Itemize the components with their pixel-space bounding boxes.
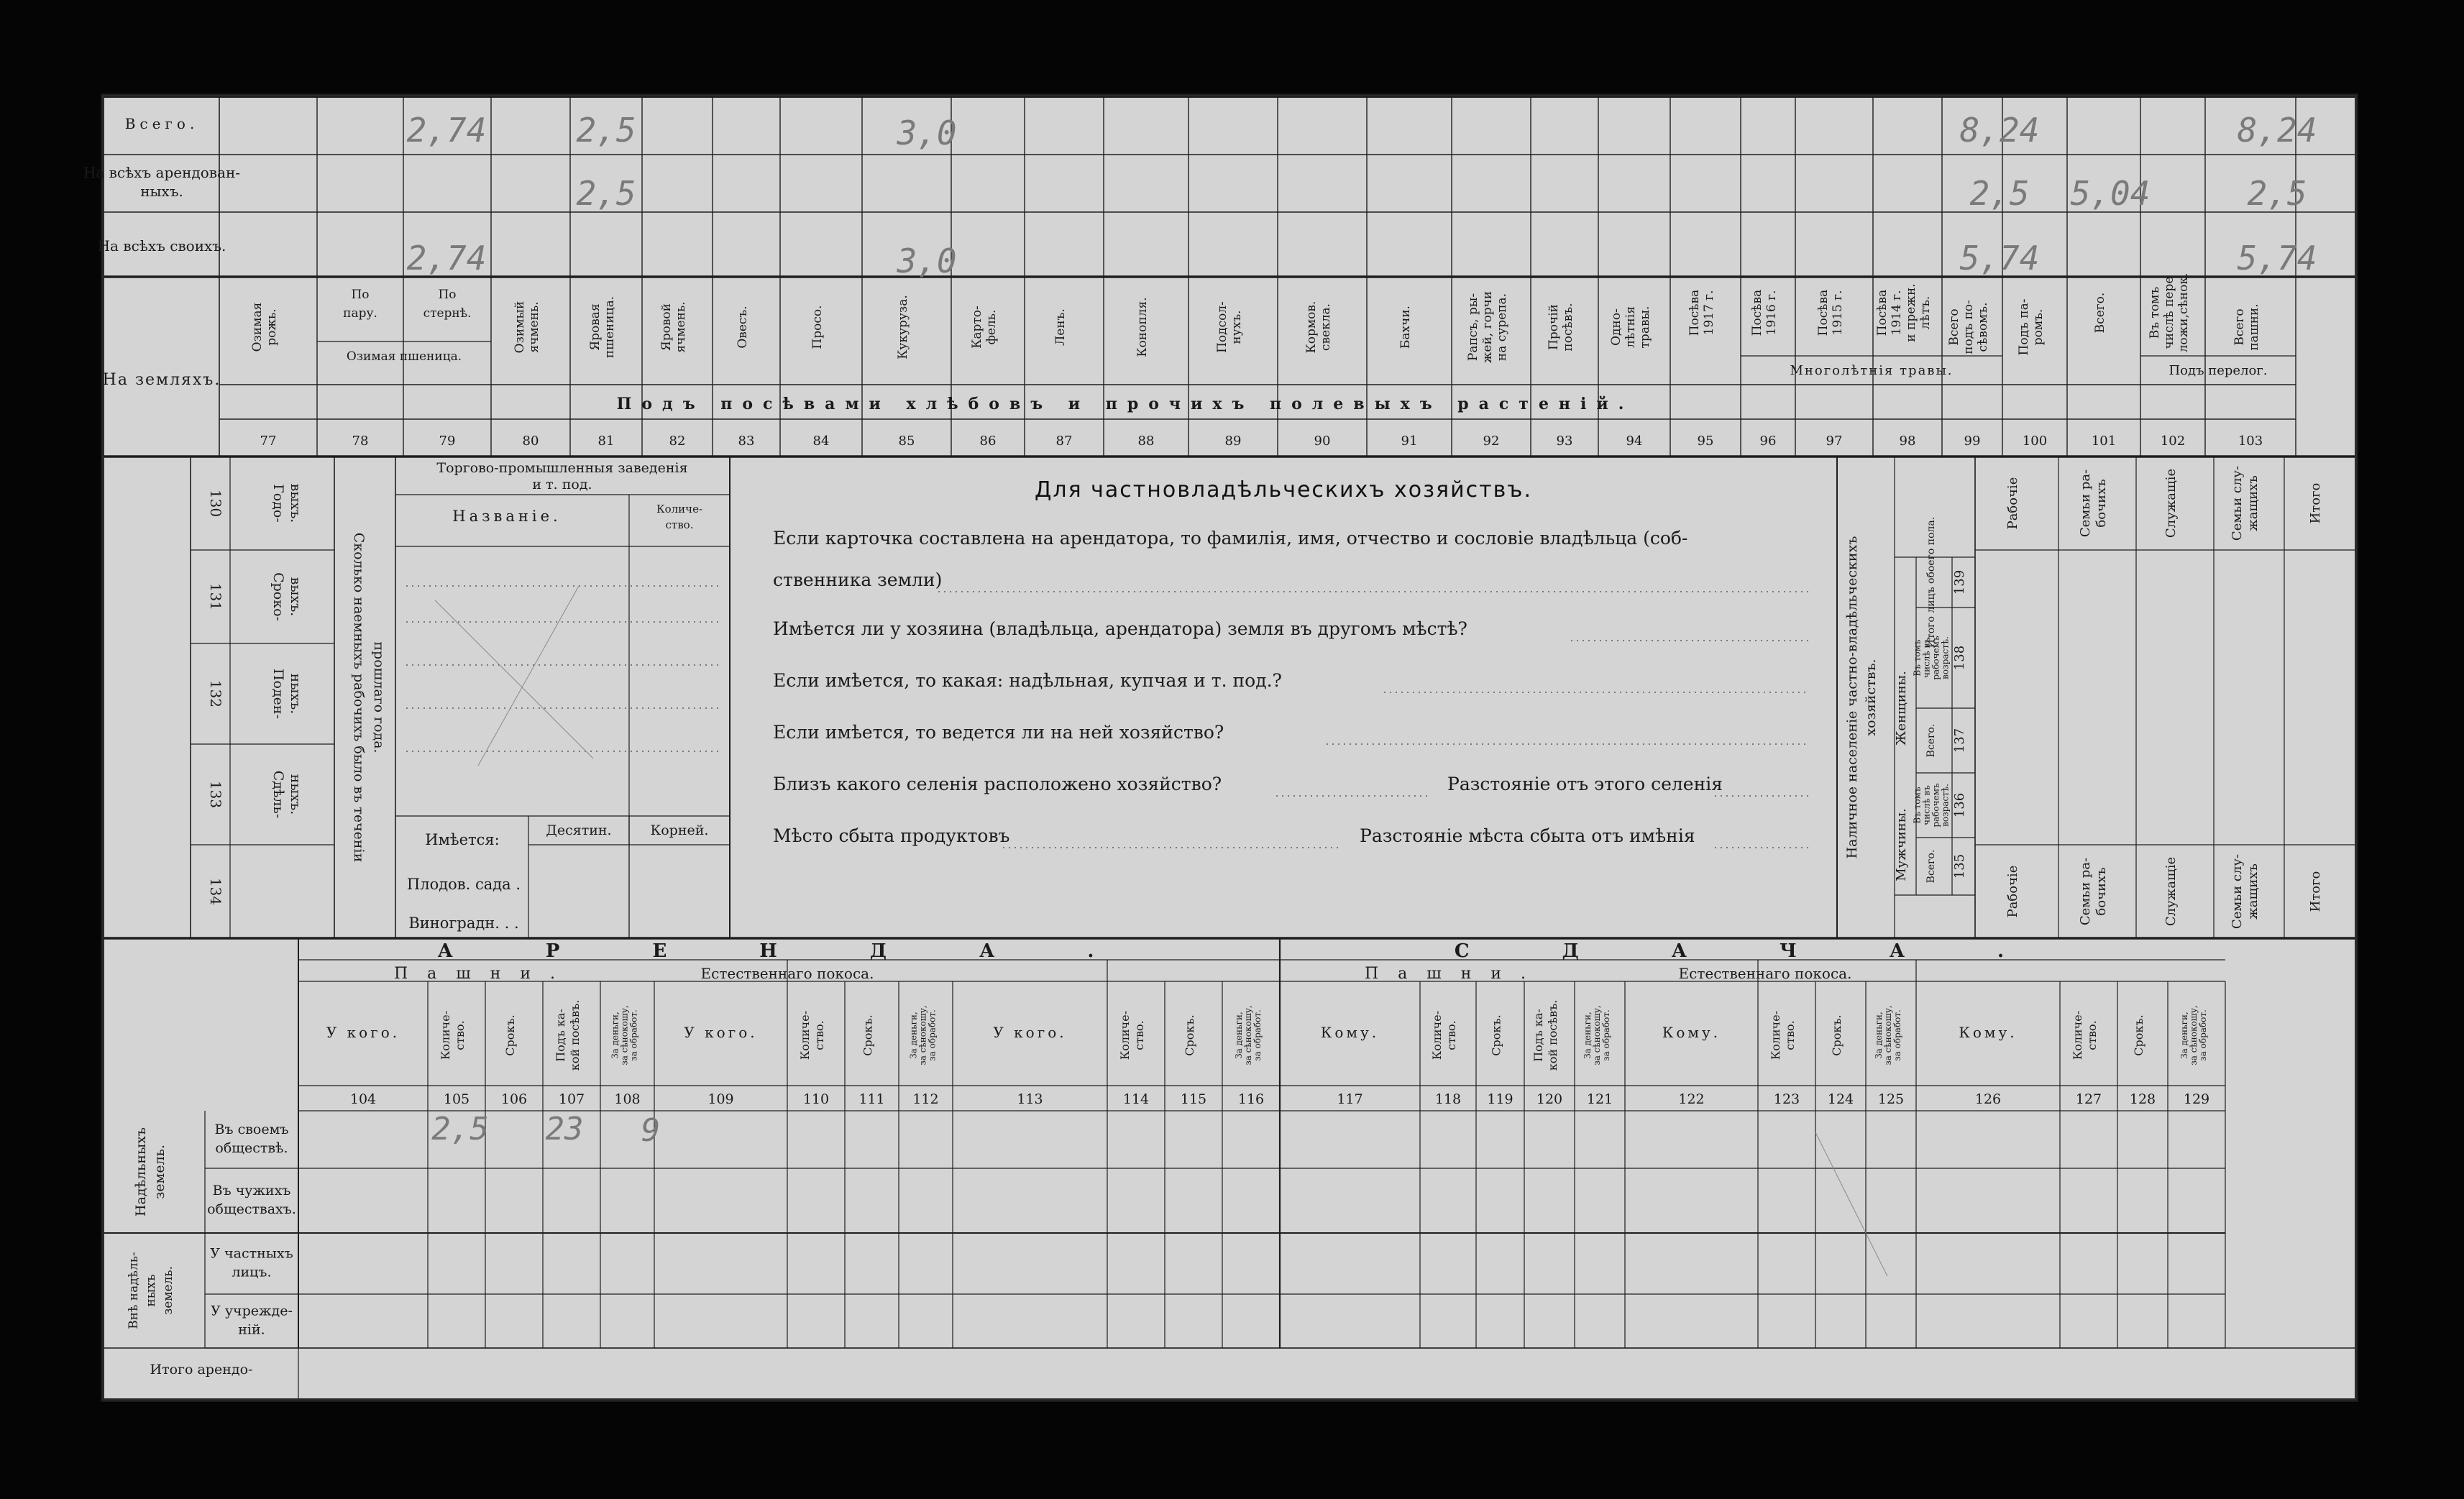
population-category-bottom: Рабочіе: [2005, 865, 2020, 918]
bottom-col-number-107: 107: [558, 1091, 585, 1107]
workers-col-label: Поден-: [270, 668, 286, 720]
column-header-5: пшеница.: [603, 295, 617, 359]
column-header-21: 1915 г.: [1831, 290, 1845, 336]
column-header-12: Конопля.: [1135, 297, 1150, 357]
column-header-19: Посѣва: [1687, 289, 1702, 336]
column-header-1: рожь.: [265, 308, 279, 346]
bottom-row-label: Въ своемъ: [214, 1122, 289, 1137]
bottom-col-label-123: Количе-: [1769, 1010, 1782, 1060]
row-label-na-zemlyah: На земляхъ.: [102, 371, 221, 389]
bottom-col-label-124: Срокъ.: [1830, 1014, 1844, 1056]
column-header-23: Всего: [1947, 308, 1961, 346]
workers-col-label: выхъ.: [288, 577, 303, 617]
column-number-77: 77: [260, 434, 277, 449]
column-header-15: Бахчи.: [1398, 305, 1413, 349]
column-number-89: 89: [1224, 434, 1242, 449]
population-title: хозяйствъ.: [1863, 659, 1879, 736]
column-number-81: 81: [597, 434, 615, 449]
bottom-col-number-116: 116: [1237, 1091, 1265, 1107]
workers-col-number-131: 131: [207, 582, 224, 611]
census-form-sheet: [83, 95, 2357, 1401]
column-header-14: свекла.: [1319, 303, 1333, 352]
row-label-svoih: На всѣхъ своихъ.: [97, 237, 226, 255]
handwritten-svoih: 5,74: [1959, 239, 2040, 278]
population-rab: числѣ въ: [1921, 638, 1932, 678]
bottom-col-number-127: 127: [2075, 1091, 2102, 1107]
column-header-27: пашни.: [2247, 303, 2261, 351]
bottom-col-label-119: Срокъ.: [1489, 1014, 1503, 1056]
column-number-94: 94: [1626, 434, 1643, 449]
population-category-top: Семьи слу-: [2230, 465, 2245, 541]
bottom-col-label-112: за сѣнокошу,: [917, 1005, 928, 1065]
bottom-col-label-116: За деньги,: [1234, 1012, 1244, 1059]
bottom-col-number-121: 121: [1586, 1091, 1613, 1107]
workers-col-label: Сдѣль-: [270, 770, 286, 819]
population-category-top: Итого: [2308, 482, 2323, 524]
pencil-mark: [478, 586, 579, 766]
handwritten-arenda: 23: [545, 1111, 584, 1147]
vne-label: ныхъ: [144, 1274, 158, 1307]
pencil-mark: [1815, 1132, 1887, 1276]
bottom-col-number-118: 118: [1434, 1091, 1462, 1107]
bottom-col-number-113: 113: [1017, 1091, 1043, 1107]
population-rab: Въ томъ: [1912, 787, 1923, 824]
column-header-27: Всего: [2232, 308, 2247, 346]
bottom-col-label-107: Подъ ка-: [554, 1009, 567, 1062]
row-label-vsego: Всего.: [124, 115, 199, 132]
population-number-136: 136: [1952, 792, 1967, 818]
bottom-col-label-116: за сѣнокошу,: [1243, 1005, 1253, 1065]
bottom-col-number-124: 124: [1827, 1091, 1854, 1107]
column-header-3: стернѣ.: [423, 306, 472, 321]
column-number-82: 82: [669, 434, 686, 449]
population-category-bottom: Семьи слу-: [2230, 853, 2245, 930]
bottom-col-label-125: За деньги,: [1874, 1012, 1884, 1059]
bottom-col-label-109: У кого.: [684, 1024, 758, 1041]
vne-label: земель.: [161, 1265, 175, 1316]
handwritten-arend: 2,5: [2247, 174, 2307, 213]
column-header-20: 1916 г.: [1764, 290, 1779, 336]
column-header-4: ячмень.: [527, 301, 541, 353]
bottom-col-label-112: за обработ.: [927, 1009, 938, 1061]
bottom-row-label: обществѣ.: [215, 1140, 288, 1156]
population-vsego: Всего.: [1925, 849, 1937, 884]
column-header-18: Одно-: [1609, 308, 1623, 346]
column-header-17: Прочій: [1547, 304, 1561, 350]
population-zhen: Женщины.: [1894, 671, 1909, 746]
bottom-row-label: обществахъ.: [207, 1201, 296, 1217]
handwritten-vsego: 8,24: [1959, 111, 2040, 150]
column-number-101: 101: [2091, 434, 2117, 449]
bottom-col-number-119: 119: [1487, 1091, 1513, 1107]
population-vsego: Всего.: [1925, 723, 1937, 758]
bottom-col-number-126: 126: [1974, 1091, 2002, 1107]
column-header-18: лѣтнія: [1623, 306, 1638, 348]
column-header-9: Кукуруза.: [896, 295, 910, 359]
column-header-24: Подъ па-: [2017, 298, 2031, 356]
trade-desyatin: Десятин.: [546, 822, 612, 838]
workers-col-label: Годо-: [270, 484, 286, 523]
bottom-col-number-105: 105: [443, 1091, 470, 1107]
population-number-138: 138: [1952, 645, 1967, 671]
bottom-col-label-121: за сѣнокошу,: [1592, 1005, 1602, 1065]
column-number-83: 83: [738, 434, 755, 449]
question-6: Мѣсто сбыта продуктовъ: [773, 825, 1010, 846]
bottom-col-label-128: Срокъ.: [2132, 1014, 2145, 1056]
column-header-22: лѣтъ.: [1918, 295, 1933, 330]
sdacha-pokos: Естественнаго покоса.: [1678, 965, 1852, 982]
bottom-col-number-115: 115: [1180, 1091, 1207, 1107]
question-3: Если имѣется, то какая: надѣльная, купчая и т. под.?: [773, 670, 1282, 691]
bottom-col-label-107: кой посѣвъ.: [568, 999, 582, 1071]
workers-col-number-133: 133: [207, 780, 224, 809]
bottom-col-label-114: ство.: [1132, 1020, 1146, 1050]
population-category-top: жащихъ: [2245, 475, 2261, 531]
population-category-top: бочихъ: [2094, 479, 2109, 528]
bottom-col-label-126: Кому.: [1959, 1024, 2018, 1041]
band-title: Подъ посѣвами хлѣбовъ и прочихъ полевыхъ растеній.: [616, 395, 1634, 413]
question-2: Имѣется ли у хозяина (владѣльца, арендатора) земля въ другомъ мѣстѣ?: [773, 618, 1467, 639]
bottom-col-label-129: за обработ.: [2198, 1009, 2208, 1061]
column-header-2: пару.: [343, 306, 377, 321]
bottom-col-number-117: 117: [1337, 1091, 1363, 1107]
population-category-bottom: Итого: [2308, 871, 2323, 912]
question-6-distance: Разстояніе мѣста сбыта отъ имѣнія: [1360, 825, 1695, 846]
population-itogo: Итого лицъ обоего пола.: [1925, 516, 1937, 648]
handwritten-arend: 2,5: [576, 174, 636, 213]
handwritten-svoih: 5,74: [2237, 239, 2317, 278]
bottom-col-number-125: 125: [1877, 1091, 1905, 1107]
bottom-col-label-129: за сѣнокошу,: [2189, 1005, 2199, 1065]
trade-title: и т. под.: [532, 477, 592, 492]
column-header-18: травы.: [1638, 306, 1652, 349]
bottom-col-label-105: Количе-: [439, 1010, 452, 1060]
sdacha-pashni: П а ш н и .: [1364, 965, 1534, 983]
column-header-26: Въ томъ: [2148, 286, 2162, 339]
column-number-87: 87: [1055, 434, 1073, 449]
bottom-col-number-106: 106: [500, 1091, 528, 1107]
handwritten-vsego: 8,24: [2237, 111, 2317, 150]
bottom-row-label: У учрежде-: [211, 1303, 293, 1319]
population-muzh: Мужчины.: [1894, 808, 1909, 881]
population-category-bottom: жащихъ: [2245, 863, 2261, 920]
column-header-22: и прежн.: [1904, 283, 1918, 342]
column-number-85: 85: [898, 434, 915, 449]
bottom-col-number-114: 114: [1122, 1091, 1150, 1107]
population-rab: Въ томъ: [1912, 639, 1923, 677]
population-number-137: 137: [1952, 728, 1967, 753]
column-number-95: 95: [1697, 434, 1714, 449]
column-header-8: Просо.: [810, 305, 825, 349]
bottom-col-number-104: 104: [349, 1091, 377, 1107]
column-number-78: 78: [352, 434, 369, 449]
column-number-100: 100: [2022, 434, 2048, 449]
workers-col-label: выхъ.: [288, 483, 303, 523]
column-header-26: числѣ пере: [2162, 276, 2176, 349]
column-header-5: Яровая: [588, 303, 603, 351]
vne-label: Внѣ надѣль-: [127, 1252, 141, 1329]
workers-col-label: Сроко-: [270, 572, 286, 621]
bottom-col-number-123: 123: [1773, 1091, 1800, 1107]
column-header-16: Рапсъ, ры-: [1466, 293, 1480, 362]
column-header-13: Подсол-: [1215, 301, 1229, 353]
bottom-col-number-112: 112: [912, 1091, 939, 1107]
bottom-row-label: Въ чужихъ: [212, 1183, 291, 1198]
column-header-22: Посѣва: [1875, 289, 1890, 336]
column-header-10: фель.: [984, 309, 999, 345]
column-number-98: 98: [1899, 434, 1916, 449]
trade-vinograd: Виноградн. . .: [408, 914, 519, 932]
bottom-col-label-116: за обработ.: [1252, 1009, 1263, 1061]
bottom-col-label-125: за обработ.: [1892, 1009, 1902, 1061]
pencil-mark: [435, 600, 593, 758]
group-perelog-label: Подъ перелог.: [2168, 363, 2268, 378]
column-header-25: Всего.: [2093, 292, 2107, 334]
column-header-14: Кормов.: [1304, 301, 1319, 354]
bottom-col-label-120: кой посѣвъ.: [1546, 999, 1560, 1071]
column-number-79: 79: [439, 434, 456, 449]
column-number-102: 102: [2160, 434, 2186, 449]
population-category-bottom: Семьи ра-: [2078, 857, 2093, 926]
column-number-86: 86: [979, 434, 997, 449]
bottom-col-number-108: 108: [614, 1091, 641, 1107]
bottom-col-label-110: Количе-: [798, 1010, 812, 1060]
column-header-3: По: [438, 288, 457, 302]
bottom-col-number-128: 128: [2129, 1091, 2156, 1107]
bottom-col-label-112: За деньги,: [908, 1012, 919, 1059]
column-number-97: 97: [1826, 434, 1843, 449]
arenda-title: А Р Е Н Д А .: [437, 940, 1137, 962]
question-1: Если карточка составлена на арендатора, то фамилія, имя, отчество и сословіе владѣльца (соб-: [773, 528, 1688, 549]
question-5: Близъ какого селенія расположено хозяйство?: [773, 774, 1222, 794]
handwritten-arend: 5,04: [2070, 174, 2151, 213]
workers-title: Сколько наемныхъ рабочихъ было въ теченіи: [351, 532, 367, 863]
bottom-col-label-108: За деньги,: [610, 1012, 620, 1059]
column-number-93: 93: [1556, 434, 1573, 449]
question-4: Если имѣется, то ведется ли на ней хозяйство?: [773, 722, 1224, 743]
column-header-13: нухъ.: [1229, 310, 1244, 344]
handwritten-arend: 2,5: [1969, 174, 2030, 213]
bottom-col-number-111: 111: [858, 1091, 885, 1107]
population-category-top: Рабочіе: [2005, 477, 2020, 530]
column-number-88: 88: [1137, 434, 1155, 449]
population-rab: возрастѣ.: [1940, 784, 1951, 827]
bottom-col-label-105: ство.: [453, 1020, 467, 1050]
sdacha-title: С Д А Ч А .: [1454, 940, 2048, 962]
group-mnogoletnie-label: Многолѣтнія травы.: [1790, 363, 1954, 378]
bottom-col-label-117: Кому.: [1320, 1024, 1380, 1041]
handwritten-svoih: 3,0: [897, 242, 957, 280]
column-header-16: жей, горчи: [1480, 290, 1495, 364]
column-header-23: сѣвомъ.: [1976, 302, 1990, 352]
population-rab: возрастѣ.: [1940, 636, 1951, 679]
workers-col-number-134: 134: [207, 877, 224, 906]
bottom-row-label: лицъ.: [232, 1264, 272, 1280]
column-number-96: 96: [1759, 434, 1777, 449]
column-header-6: ячмень.: [674, 301, 688, 353]
bottom-col-label-121: За деньги,: [1583, 1012, 1593, 1059]
question-1: ственника земли): [773, 569, 943, 590]
bottom-col-label-123: ство.: [1783, 1020, 1797, 1050]
bottom-col-number-120: 120: [1536, 1091, 1563, 1107]
trade-imeetsya: Имѣется:: [425, 831, 500, 848]
bottom-col-label-113: У кого.: [993, 1024, 1067, 1041]
group-ozimaya-label: Озимая пшеница.: [346, 349, 462, 364]
column-header-26: ложи,сѣнок.: [2176, 272, 2191, 353]
bottom-col-label-120: Подъ ка-: [1531, 1009, 1545, 1062]
trade-name-header: Названіе.: [452, 508, 562, 525]
bottom-col-label-118: Количе-: [1430, 1010, 1444, 1060]
private-title: Для частновладѣльческихъ хозяйствъ.: [1034, 477, 1533, 503]
population-category-top: Семьи ра-: [2078, 469, 2093, 538]
bottom-col-label-106: Срокъ.: [503, 1014, 517, 1056]
handwritten-vsego: 2,5: [576, 111, 636, 150]
bottom-col-number-129: 129: [2183, 1091, 2210, 1107]
bottom-col-number-122: 122: [1678, 1091, 1705, 1107]
trade-qty-header: Количе-: [656, 503, 703, 515]
bottom-col-number-110: 110: [802, 1091, 830, 1107]
bottom-col-label-121: за обработ.: [1601, 1009, 1611, 1061]
trade-sad: Плодов. сада .: [406, 876, 521, 893]
handwritten-vsego: 2,74: [406, 111, 487, 150]
row-label-arendovannyh: ныхъ.: [140, 183, 183, 200]
arenda-pashni: П а ш н и .: [393, 965, 563, 983]
bottom-col-number-109: 109: [707, 1091, 734, 1107]
arenda-pokos: Естественнаго покоса.: [700, 965, 874, 982]
column-header-22: 1914 г.: [1890, 290, 1904, 336]
population-title: Наличное населеніе частно-владѣльческихъ: [1844, 536, 1860, 859]
itogo-label: Итого арендо-: [150, 1362, 253, 1377]
population-number-135: 135: [1952, 853, 1967, 879]
population-number-139: 139: [1952, 569, 1967, 595]
handwritten-arenda: 2,5: [431, 1111, 489, 1147]
population-rab: числѣ въ: [1921, 785, 1932, 825]
population-rab: рабочемъ: [1931, 783, 1941, 828]
bottom-col-label-127: Количе-: [2071, 1010, 2084, 1060]
bottom-col-label-115: Срокъ.: [1183, 1014, 1196, 1056]
column-number-90: 90: [1314, 434, 1331, 449]
trade-korney: Корней.: [650, 822, 709, 838]
workers-col-number-130: 130: [207, 489, 224, 518]
bottom-col-label-129: За деньги,: [2179, 1012, 2189, 1059]
population-category-bottom: Служащіе: [2163, 856, 2179, 927]
bottom-col-label-127: ство.: [2085, 1020, 2099, 1050]
trade-qty-header: ство.: [665, 518, 694, 531]
column-number-103: 103: [2238, 434, 2263, 449]
column-header-24: ромъ.: [2031, 308, 2046, 346]
column-header-4: Озимый: [513, 301, 527, 354]
column-header-1: Озимая: [250, 302, 265, 352]
column-header-17: посѣвъ.: [1561, 303, 1575, 352]
bottom-col-label-122: Кому.: [1662, 1024, 1721, 1041]
column-header-6: Яровой: [659, 303, 674, 351]
workers-col-number-132: 132: [207, 679, 224, 708]
bottom-col-label-110: ство.: [812, 1020, 826, 1050]
column-number-80: 80: [522, 434, 539, 449]
column-header-16: на сурепа.: [1495, 293, 1509, 362]
workers-title: прошлаго года.: [371, 641, 387, 753]
column-header-11: Ленъ.: [1053, 308, 1068, 346]
column-number-84: 84: [812, 434, 830, 449]
question-5-distance: Разстояніе отъ этого селенія: [1447, 774, 1723, 794]
column-header-20: Посѣва: [1750, 289, 1764, 336]
column-number-99: 99: [1964, 434, 1981, 449]
form-grid: [83, 97, 2355, 1398]
nadel-label: Надѣльныхъ: [133, 1127, 149, 1217]
bottom-col-label-111: Срокъ.: [861, 1014, 875, 1056]
workers-col-label: ныхъ.: [288, 774, 303, 815]
nadel-label: земель.: [152, 1144, 168, 1200]
handwritten-arenda: 9: [641, 1112, 661, 1149]
bottom-row-label: ній.: [238, 1321, 265, 1338]
column-header-2: По: [351, 288, 370, 302]
bottom-col-label-108: за сѣнокошу,: [619, 1005, 630, 1065]
column-header-19: 1917 г.: [1702, 290, 1716, 336]
column-number-92: 92: [1483, 434, 1500, 449]
handwritten-vsego: 3,0: [897, 114, 957, 152]
bottom-col-label-114: Количе-: [1118, 1010, 1132, 1060]
population-category-top: Служащіе: [2163, 468, 2179, 538]
population-category-bottom: бочихъ: [2094, 867, 2109, 916]
column-number-91: 91: [1401, 434, 1418, 449]
bottom-row-label: У частныхъ: [210, 1245, 293, 1262]
column-header-23: подъ по-: [1961, 300, 1976, 354]
population-rab: рабочемъ: [1931, 636, 1941, 680]
row-label-arendovannyh: На всѣхъ арендован-: [83, 164, 241, 181]
bottom-col-label-108: за обработ.: [628, 1009, 639, 1061]
column-header-7: Овесъ.: [736, 306, 750, 349]
bottom-col-label-118: ство.: [1444, 1020, 1458, 1050]
workers-col-label: ныхъ.: [288, 673, 303, 715]
handwritten-svoih: 2,74: [406, 239, 487, 278]
bottom-col-label-125: за сѣнокошу,: [1883, 1005, 1893, 1065]
bottom-col-label-104: У кого.: [326, 1024, 400, 1041]
trade-title: Торгово-промышленныя заведенія: [436, 460, 688, 476]
column-header-21: Посѣва: [1816, 289, 1831, 336]
column-header-10: Карто-: [970, 306, 984, 349]
